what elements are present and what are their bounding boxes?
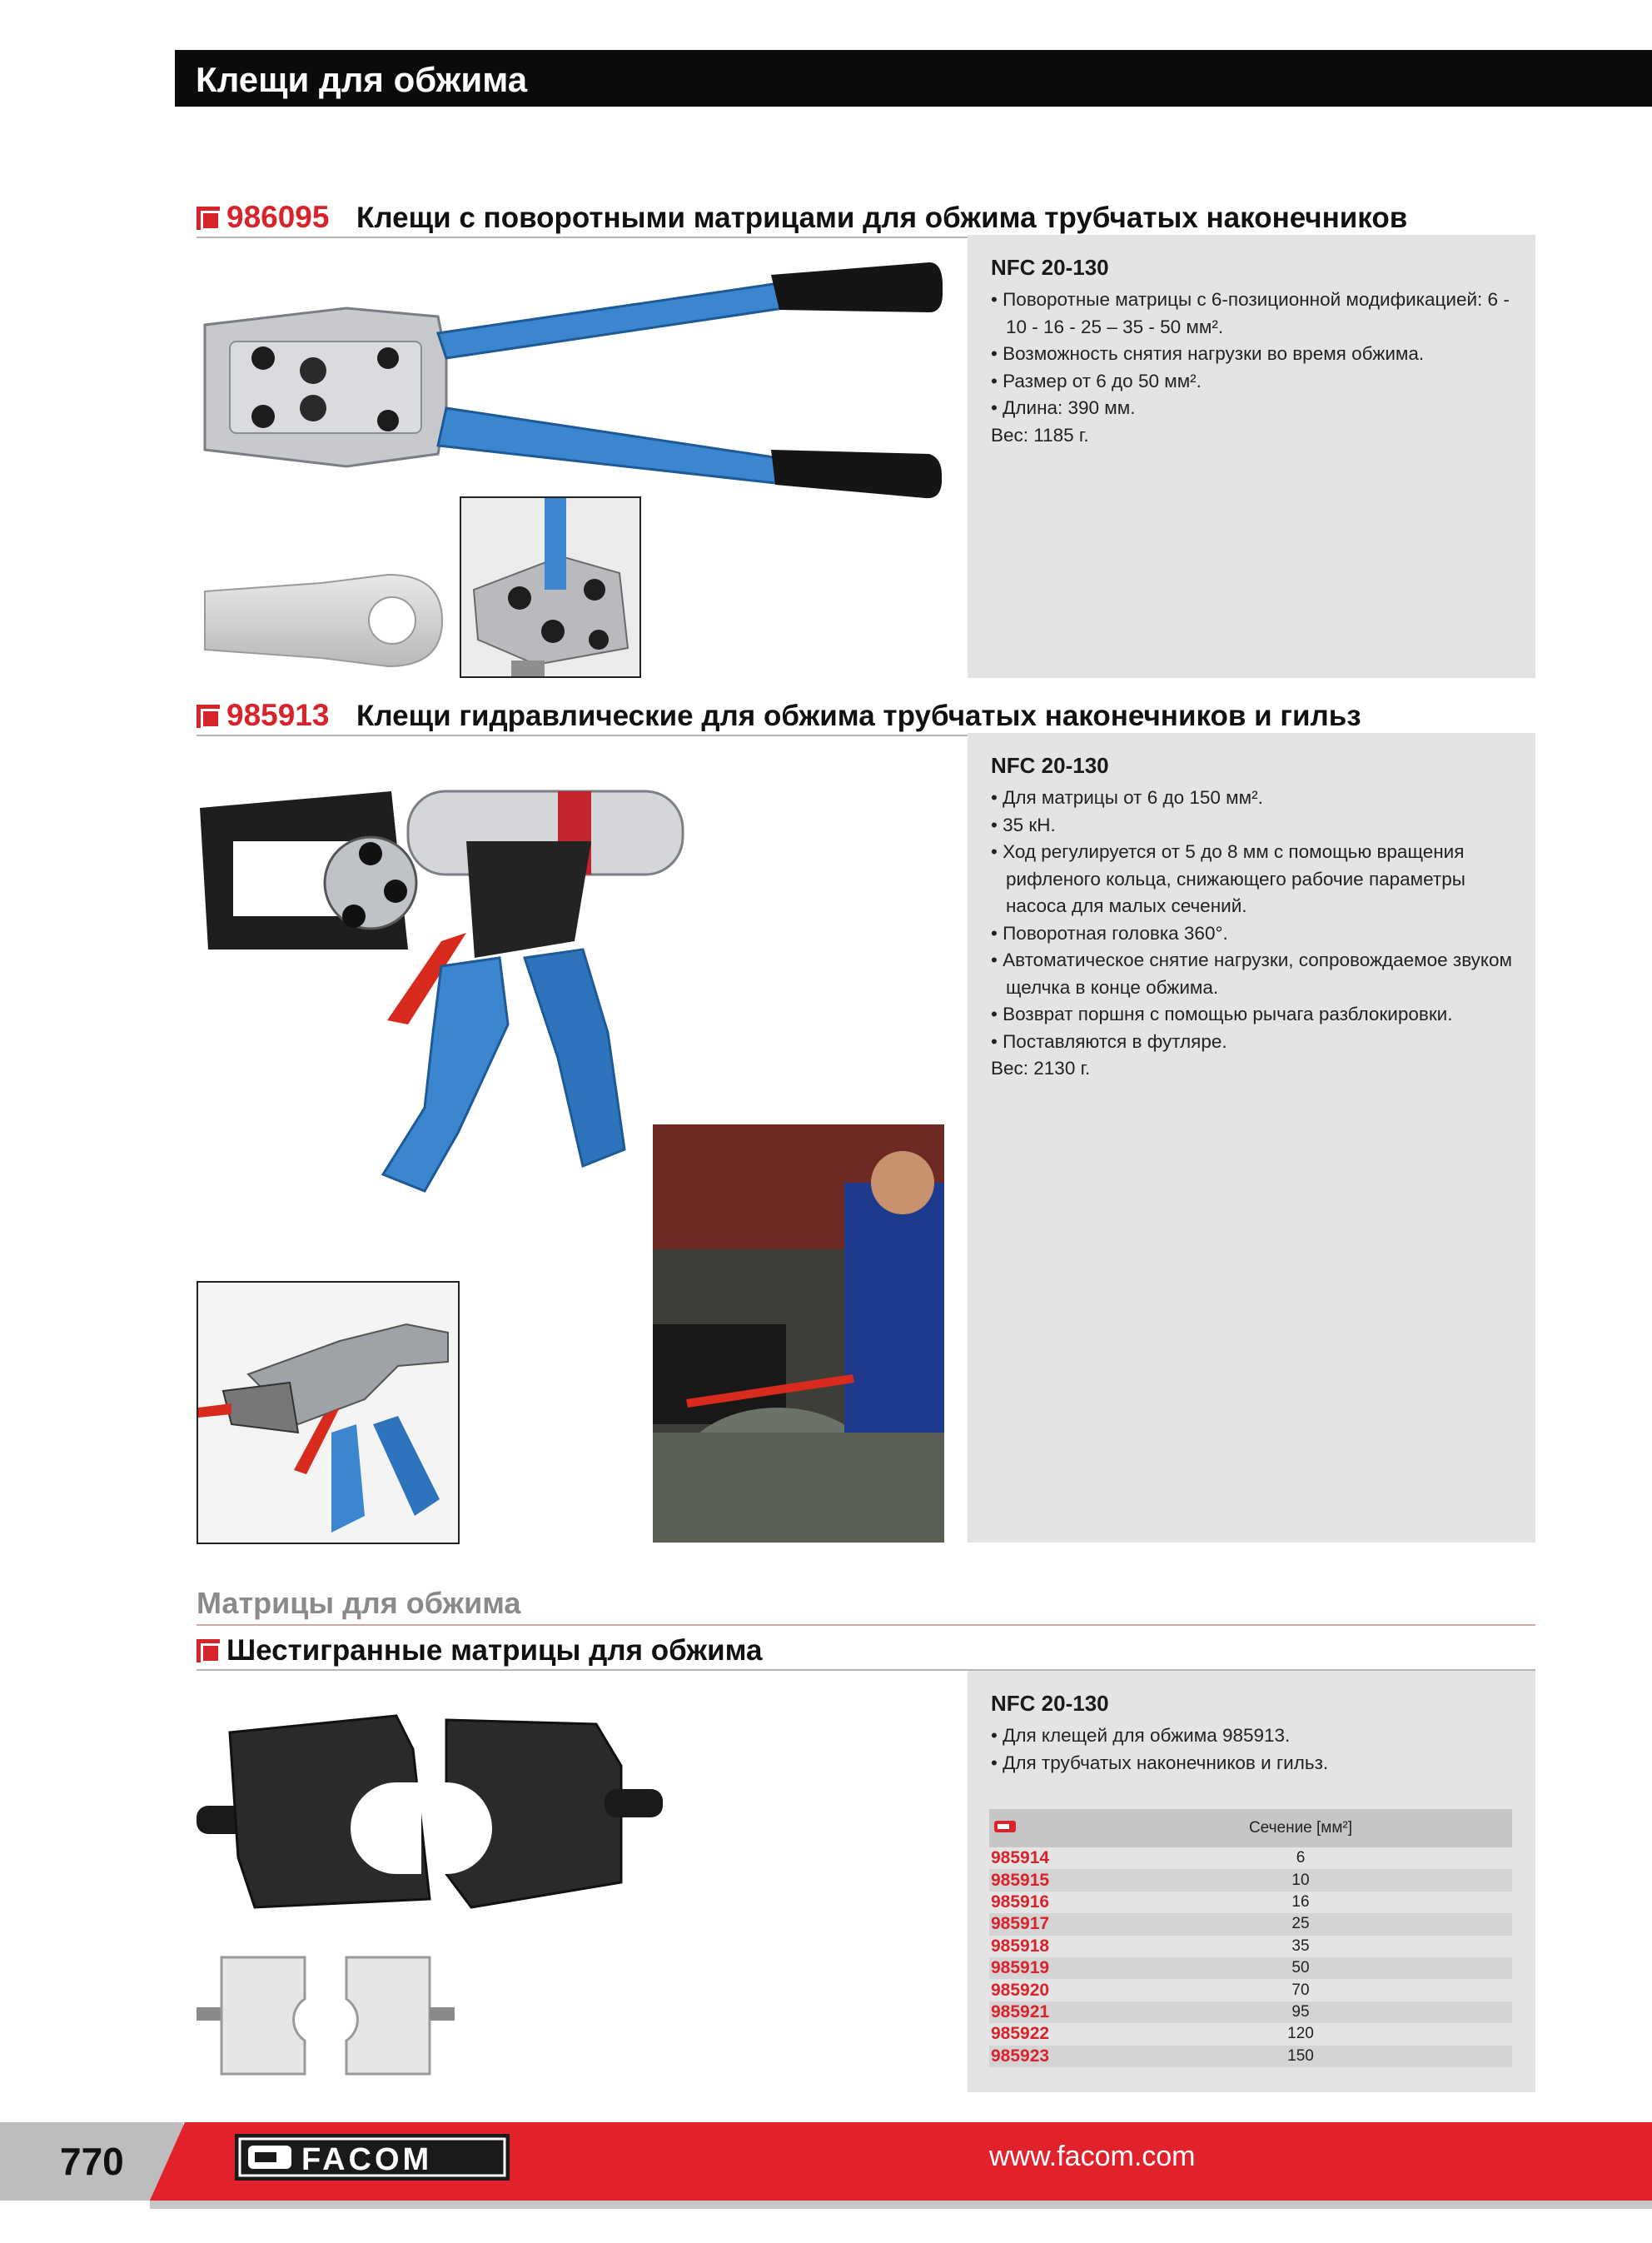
die-section: 35 bbox=[1291, 1936, 1310, 1955]
workshop-photo bbox=[653, 1124, 944, 1543]
product1-header bbox=[197, 200, 1535, 238]
feature-item: • Возврат поршня с помощью рычага разблокировки. bbox=[991, 1004, 1453, 1024]
table-row bbox=[989, 1979, 1512, 2001]
facom-brand-text: FACOM bbox=[301, 2142, 433, 2177]
product2-standard: NFC 20-130 bbox=[991, 753, 1109, 778]
hydraulic-crimper-image bbox=[192, 758, 708, 1224]
die-code: 985918 bbox=[991, 1936, 1050, 1956]
feature-item: • 35 кН. bbox=[991, 814, 1056, 835]
hex-dies-diagram bbox=[197, 1941, 463, 2082]
table-row bbox=[989, 2001, 1512, 2023]
footer-bottom-line bbox=[150, 2201, 1652, 2209]
feature-item: • Поставляются в футляре. bbox=[991, 1030, 1227, 1052]
dies-standard: NFC 20-130 bbox=[991, 1691, 1109, 1716]
crimper-exploded-image bbox=[197, 1281, 460, 1544]
dies-table bbox=[989, 1809, 1512, 2067]
ref-marker-icon bbox=[197, 207, 220, 230]
dies-subtitle-bar bbox=[197, 1586, 1535, 1626]
table-row bbox=[989, 1847, 1512, 1869]
feature-item: • Для трубчатых наконечников и гильз. bbox=[991, 1752, 1329, 1773]
dies-name: Шестигранные матрицы для обжима bbox=[226, 1634, 763, 1667]
ref-marker-icon bbox=[197, 1639, 220, 1662]
die-code: 985916 bbox=[991, 1892, 1050, 1912]
die-code: 985919 bbox=[989, 1957, 1089, 1979]
die-code: 985920 bbox=[991, 1980, 1050, 2000]
product1-ref: 986095 bbox=[226, 200, 330, 234]
title-bar bbox=[175, 50, 1652, 107]
pliers-detail-image bbox=[460, 496, 641, 678]
product1-features bbox=[991, 287, 1515, 449]
table-row bbox=[989, 1936, 1512, 1957]
product1-standard: NFC 20-130 bbox=[991, 255, 1109, 280]
page-number: 770 bbox=[60, 2140, 124, 2183]
product2-features bbox=[991, 785, 1515, 1083]
feature-item: • Автоматическое снятие нагрузки, сопровождаемое звуком щелчка в конце обжима. bbox=[991, 950, 1513, 998]
die-code: 985923 bbox=[989, 2046, 1089, 2067]
dies-features bbox=[991, 1722, 1515, 1777]
table-row bbox=[989, 1869, 1512, 1891]
die-section: 16 bbox=[1291, 1892, 1310, 1911]
die-section: 95 bbox=[1089, 2001, 1512, 2023]
die-code: 985915 bbox=[989, 1869, 1089, 1891]
die-section: 150 bbox=[1089, 2046, 1512, 2067]
product2-name: Клещи гидравлические для обжима трубчатых наконечников и гильз bbox=[356, 700, 1361, 732]
ref-marker-icon bbox=[197, 705, 220, 728]
cable-lug-image bbox=[197, 566, 446, 675]
feature-item: • Размер от 6 до 50 мм². bbox=[991, 370, 1202, 391]
product2-ref: 985913 bbox=[226, 698, 330, 732]
product2-header bbox=[197, 698, 1535, 736]
facom-logo bbox=[235, 2134, 510, 2181]
die-section: 6 bbox=[1296, 1849, 1306, 1867]
die-section: 10 bbox=[1089, 1869, 1512, 1891]
table-row bbox=[989, 1892, 1512, 1913]
feature-item: • Возможность снятия нагрузки во время обжима. bbox=[991, 343, 1425, 364]
die-section: 25 bbox=[1089, 1913, 1512, 1935]
footer-url[interactable]: www.facom.com bbox=[989, 2141, 1196, 2172]
dies-header bbox=[197, 1632, 1535, 1671]
product1-spec-panel bbox=[968, 235, 1535, 678]
feature-item: • Поворотные матрицы с 6-позиционной модификацией: 6 - 10 - 16 - 25 – 35 - 50 мм². bbox=[991, 289, 1510, 337]
feature-item: • Длина: 390 мм. bbox=[991, 397, 1136, 418]
feature-item: • Ход регулируется от 5 до 8 мм с помощью вращения рифленого кольца, снижающего рабочие параметры насоса для малых сечений. bbox=[991, 841, 1465, 916]
die-section: 50 bbox=[1089, 1957, 1512, 1979]
die-code: 985917 bbox=[989, 1913, 1089, 1935]
die-section: 120 bbox=[1287, 2025, 1314, 2043]
feature-item: • Для матрицы от 6 до 150 мм². bbox=[991, 787, 1263, 808]
feature-item: • Для клещей для обжима 985913. bbox=[991, 1725, 1291, 1746]
page-title: Клещи для обжима bbox=[196, 60, 528, 99]
ref-column-header bbox=[989, 1809, 1089, 1847]
product2-weight: Вес: 2130 г. bbox=[991, 1058, 1091, 1079]
table-row bbox=[989, 2046, 1512, 2067]
die-code: 985922 bbox=[991, 2024, 1050, 2044]
table-row bbox=[989, 1913, 1512, 1935]
product1-name: Клещи с поворотными матрицами для обжима трубчатых наконечников bbox=[356, 202, 1408, 234]
crimping-pliers-image bbox=[197, 250, 946, 500]
section-column-header: Сечение [мм²] bbox=[1089, 1809, 1512, 1847]
dies-subtitle: Матрицы для обжима bbox=[197, 1586, 521, 1620]
die-section: 70 bbox=[1291, 1981, 1310, 1999]
die-code: 985914 bbox=[991, 1848, 1050, 1868]
feature-item: • Поворотная головка 360°. bbox=[991, 922, 1228, 944]
die-code: 985921 bbox=[989, 2001, 1089, 2023]
product2-spec-panel bbox=[968, 733, 1535, 1543]
product1-weight: Вес: 1185 г. bbox=[991, 424, 1089, 446]
hex-dies-image bbox=[197, 1691, 663, 1924]
table-row bbox=[989, 2023, 1512, 2045]
table-row bbox=[989, 1957, 1512, 1979]
facom-ref-icon bbox=[994, 1821, 1016, 1832]
